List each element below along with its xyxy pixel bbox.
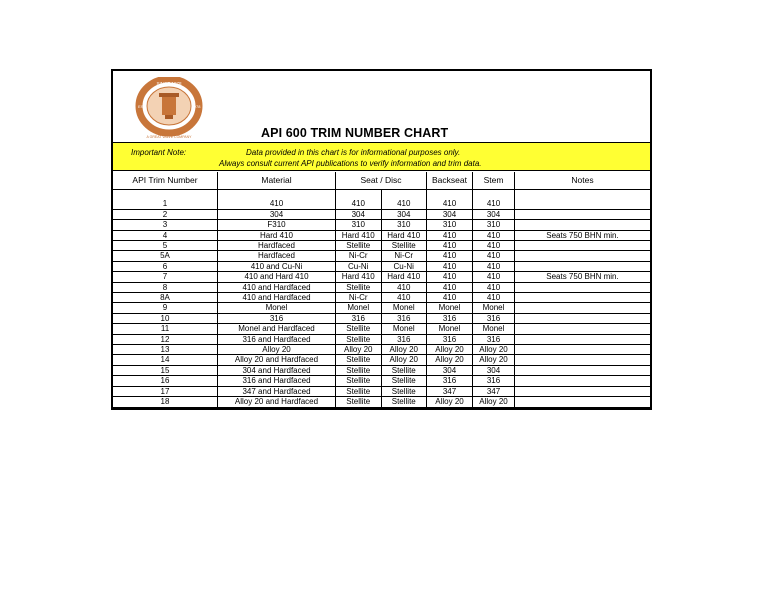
cell-stem: Alloy 20 <box>473 345 515 355</box>
cell-trim-number: 17 <box>113 386 218 396</box>
cell-disc: 310 <box>381 220 427 230</box>
cell-notes <box>515 365 651 375</box>
cell-disc: Monel <box>381 324 427 334</box>
cell-trim-number: 16 <box>113 376 218 386</box>
cell-stem: 316 <box>473 376 515 386</box>
cell-material: 410 and Hardfaced <box>218 293 336 303</box>
cell-backseat: 310 <box>427 220 473 230</box>
cell-notes: Seats 750 BHN min. <box>515 230 651 240</box>
table-row <box>113 272 650 282</box>
cell-seat: Hard 410 <box>336 230 382 240</box>
cell-trim-number: 4 <box>113 230 218 240</box>
cell-material: 410 and Cu-Ni <box>218 261 336 271</box>
cell-trim-number: 9 <box>113 303 218 313</box>
cell-trim-number: 5A <box>113 251 218 261</box>
cell-stem: 347 <box>473 386 515 396</box>
cell-seat: Stellite <box>336 334 382 344</box>
table-row <box>113 251 650 261</box>
important-note-line1: Data provided in this chart is for informational purposes only. <box>246 148 461 157</box>
cell-notes <box>515 199 651 209</box>
cell-notes <box>515 313 651 323</box>
cell-notes <box>515 303 651 313</box>
cell-trim-number: 8 <box>113 282 218 292</box>
table-row <box>113 376 650 386</box>
cell-seat: Stellite <box>336 355 382 365</box>
cell-notes <box>515 261 651 271</box>
cell-seat: Stellite <box>336 324 382 334</box>
cell-material: Alloy 20 <box>218 345 336 355</box>
cell-disc: Hard 410 <box>381 272 427 282</box>
spacer-row <box>113 190 650 200</box>
table-row <box>113 282 650 292</box>
company-seal-logo <box>129 77 209 139</box>
cell-seat: Stellite <box>336 376 382 386</box>
cell-trim-number: 2 <box>113 209 218 219</box>
cell-trim-number: 10 <box>113 313 218 323</box>
table-row <box>113 241 650 251</box>
cell-notes <box>515 397 651 407</box>
table-row <box>113 324 650 334</box>
cell-stem: 304 <box>473 365 515 375</box>
cell-disc: Ni-Cr <box>381 251 427 261</box>
cell-backseat: 316 <box>427 334 473 344</box>
logo-text-left: EST <box>138 104 146 109</box>
logo-text-right: 1978 <box>191 104 201 109</box>
cell-seat: Ni-Cr <box>336 251 382 261</box>
cell-stem: 410 <box>473 282 515 292</box>
cell-material: 316 <box>218 313 336 323</box>
table-row <box>113 303 650 313</box>
cell-disc: Monel <box>381 303 427 313</box>
cell-notes <box>515 345 651 355</box>
trim-number-table <box>113 172 650 408</box>
cell-stem: 410 <box>473 199 515 209</box>
table-row <box>113 293 650 303</box>
cell-trim-number: 13 <box>113 345 218 355</box>
cell-material: 410 and Hardfaced <box>218 282 336 292</box>
cell-disc: Stellite <box>381 386 427 396</box>
cell-notes <box>515 293 651 303</box>
cell-disc: Alloy 20 <box>381 355 427 365</box>
cell-seat: Stellite <box>336 397 382 407</box>
col-header-stem: Stem <box>473 172 515 190</box>
cell-disc: 410 <box>381 282 427 292</box>
cell-seat: 410 <box>336 199 382 209</box>
cell-stem: 316 <box>473 313 515 323</box>
cell-trim-number: 14 <box>113 355 218 365</box>
cell-backseat: 304 <box>427 365 473 375</box>
cell-seat: Stellite <box>336 365 382 375</box>
cell-seat: Cu-Ni <box>336 261 382 271</box>
cell-stem: Monel <box>473 324 515 334</box>
cell-seat: 304 <box>336 209 382 219</box>
cell-stem: 310 <box>473 220 515 230</box>
cell-disc: Alloy 20 <box>381 345 427 355</box>
col-header-trim-number: API Trim Number <box>113 172 218 190</box>
table-row <box>113 199 650 209</box>
cell-backseat: 410 <box>427 251 473 261</box>
cell-backseat: Monel <box>427 303 473 313</box>
cell-notes: Seats 750 BHN min. <box>515 272 651 282</box>
table-row <box>113 386 650 396</box>
cell-stem: Alloy 20 <box>473 355 515 365</box>
cell-material: Hardfaced <box>218 241 336 251</box>
cell-material: 304 and Hardfaced <box>218 365 336 375</box>
cell-disc: 304 <box>381 209 427 219</box>
cell-trim-number: 5 <box>113 241 218 251</box>
cell-material: 410 <box>218 199 336 209</box>
cell-trim-number: 6 <box>113 261 218 271</box>
cell-backseat: Alloy 20 <box>427 397 473 407</box>
cell-notes <box>515 251 651 261</box>
table-row <box>113 220 650 230</box>
cell-backseat: Alloy 20 <box>427 345 473 355</box>
trim-chart-sheet <box>111 69 652 410</box>
cell-disc: Hard 410 <box>381 230 427 240</box>
table-row <box>113 230 650 240</box>
cell-notes <box>515 355 651 365</box>
cell-disc: Cu-Ni <box>381 261 427 271</box>
cell-notes <box>515 209 651 219</box>
col-header-material: Material <box>218 172 336 190</box>
table-row <box>113 313 650 323</box>
important-note-label: Important Note: <box>131 148 187 157</box>
cell-stem: 410 <box>473 293 515 303</box>
cell-stem: 304 <box>473 209 515 219</box>
cell-backseat: 410 <box>427 230 473 240</box>
col-header-backseat: Backseat <box>427 172 473 190</box>
table-row <box>113 209 650 219</box>
cell-disc: 316 <box>381 313 427 323</box>
cell-backseat: 347 <box>427 386 473 396</box>
cell-stem: Alloy 20 <box>473 397 515 407</box>
logo-text-bottom: A GREAT VALVE COMPANY <box>146 135 192 139</box>
cell-disc: Stellite <box>381 241 427 251</box>
cell-material: Alloy 20 and Hardfaced <box>218 397 336 407</box>
cell-trim-number: 15 <box>113 365 218 375</box>
cell-backseat: 316 <box>427 376 473 386</box>
cell-backseat: 316 <box>427 313 473 323</box>
cell-seat: Hard 410 <box>336 272 382 282</box>
col-header-seat-disc: Seat / Disc <box>336 172 427 190</box>
table-row <box>113 334 650 344</box>
cell-seat: Ni-Cr <box>336 293 382 303</box>
cell-notes <box>515 220 651 230</box>
cell-notes <box>515 386 651 396</box>
chart-header <box>113 71 650 142</box>
cell-disc: Stellite <box>381 397 427 407</box>
cell-backseat: 410 <box>427 199 473 209</box>
cell-stem: 410 <box>473 272 515 282</box>
cell-material: 410 and Hard 410 <box>218 272 336 282</box>
cell-stem: 410 <box>473 230 515 240</box>
cell-backseat: 410 <box>427 241 473 251</box>
cell-seat: 316 <box>336 313 382 323</box>
cell-stem: 316 <box>473 334 515 344</box>
cell-disc: 410 <box>381 199 427 209</box>
cell-trim-number: 8A <box>113 293 218 303</box>
cell-backseat: 410 <box>427 272 473 282</box>
cell-material: Monel <box>218 303 336 313</box>
cell-seat: Stellite <box>336 241 382 251</box>
table-header-row <box>113 172 650 190</box>
cell-material: 316 and Hardfaced <box>218 376 336 386</box>
cell-backseat: Alloy 20 <box>427 355 473 365</box>
cell-material: Hardfaced <box>218 251 336 261</box>
cell-disc: 410 <box>381 293 427 303</box>
cell-disc: Stellite <box>381 376 427 386</box>
cell-stem: 410 <box>473 241 515 251</box>
cell-trim-number: 7 <box>113 272 218 282</box>
cell-seat: 310 <box>336 220 382 230</box>
cell-seat: Monel <box>336 303 382 313</box>
cell-backseat: 410 <box>427 282 473 292</box>
cell-seat: Alloy 20 <box>336 345 382 355</box>
cell-backseat: Monel <box>427 324 473 334</box>
important-note-line2: Always consult current API publications to verify information and trim data. <box>219 159 482 168</box>
cell-notes <box>515 376 651 386</box>
cell-stem: 410 <box>473 261 515 271</box>
cell-seat: Stellite <box>336 282 382 292</box>
cell-trim-number: 11 <box>113 324 218 334</box>
cell-notes <box>515 334 651 344</box>
table-row <box>113 397 650 407</box>
page-title: API 600 TRIM NUMBER CHART <box>261 126 449 140</box>
cell-notes <box>515 282 651 292</box>
cell-material: Monel and Hardfaced <box>218 324 336 334</box>
cell-trim-number: 18 <box>113 397 218 407</box>
cell-material: 347 and Hardfaced <box>218 386 336 396</box>
cell-disc: 316 <box>381 334 427 344</box>
cell-stem: 410 <box>473 251 515 261</box>
cell-material: Hard 410 <box>218 230 336 240</box>
cell-material: Alloy 20 and Hardfaced <box>218 355 336 365</box>
cell-seat: Stellite <box>336 386 382 396</box>
col-header-notes: Notes <box>515 172 651 190</box>
cell-notes <box>515 241 651 251</box>
cell-trim-number: 3 <box>113 220 218 230</box>
cell-material: 304 <box>218 209 336 219</box>
logo-text-top: SINCE 1978 <box>156 81 182 86</box>
cell-backseat: 410 <box>427 261 473 271</box>
cell-backseat: 304 <box>427 209 473 219</box>
table-row <box>113 355 650 365</box>
cell-backseat: 410 <box>427 293 473 303</box>
cell-disc: Stellite <box>381 365 427 375</box>
table-row <box>113 261 650 271</box>
cell-material: 316 and Hardfaced <box>218 334 336 344</box>
cell-notes <box>515 324 651 334</box>
cell-material: F310 <box>218 220 336 230</box>
table-row <box>113 365 650 375</box>
important-note-banner <box>113 142 650 171</box>
cell-trim-number: 1 <box>113 199 218 209</box>
table-row <box>113 345 650 355</box>
cell-trim-number: 12 <box>113 334 218 344</box>
cell-stem: Monel <box>473 303 515 313</box>
